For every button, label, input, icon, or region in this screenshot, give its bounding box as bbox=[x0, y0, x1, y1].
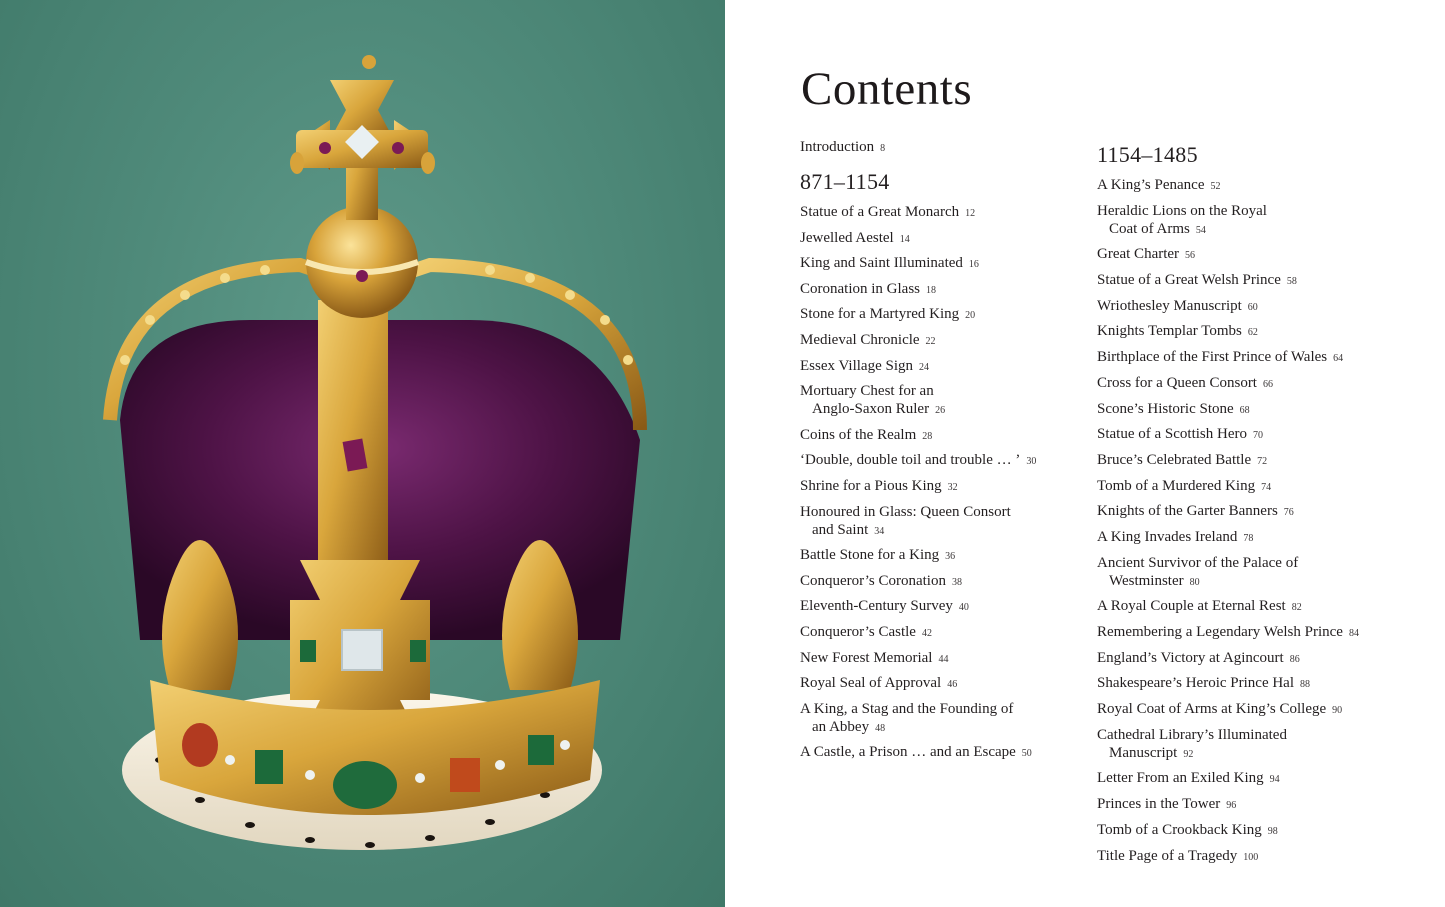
toc-entry-label: Coins of the Realm bbox=[800, 426, 917, 443]
toc-entry[interactable] bbox=[800, 572, 1070, 592]
toc-page-number: 18 bbox=[926, 284, 936, 296]
toc-entry[interactable] bbox=[800, 280, 1070, 300]
toc-page-number: 16 bbox=[968, 259, 979, 271]
toc-entry-label: Stone for a Martyred King bbox=[800, 306, 960, 323]
toc-entry-label: Great Charter bbox=[1097, 246, 1180, 263]
toc-entry-label: Westminster 80 bbox=[1109, 572, 1200, 589]
toc-entry-label: Tomb of a Crookback King bbox=[1097, 821, 1262, 838]
toc-entry-label: ‘Double, double toil and trouble … ’ bbox=[800, 452, 1021, 469]
toc-page-number: 30 bbox=[1026, 456, 1037, 468]
toc-entry-label: New Forest Memorial bbox=[800, 649, 933, 666]
toc-entry[interactable] bbox=[800, 254, 1070, 274]
toc-entry-label: England’s Victory at Agincourt bbox=[1097, 649, 1284, 666]
toc-entry-label: Coronation in Glass bbox=[800, 280, 920, 297]
toc-entry-label: Cross for a Queen Consort bbox=[1097, 374, 1257, 391]
toc-entry-label: Birthplace of the First Prince of Wales bbox=[1097, 349, 1328, 366]
toc-page-number: 8 bbox=[880, 143, 886, 154]
toc-page-number: 22 bbox=[925, 335, 936, 347]
toc-entry-label: Royal Coat of Arms at King’s College bbox=[1097, 701, 1327, 718]
toc-page-number: 66 bbox=[1262, 378, 1273, 390]
toc-entry[interactable] bbox=[1097, 477, 1397, 497]
toc-entry-label: Anglo-Saxon Ruler 26 bbox=[812, 401, 946, 418]
toc-entry[interactable] bbox=[1097, 528, 1397, 548]
toc-entry[interactable] bbox=[800, 503, 1070, 541]
toc-entry-label: A King’s Penance bbox=[1097, 177, 1205, 193]
toc-entry-label: Knights of the Garter Banners bbox=[1097, 503, 1278, 520]
toc-page-number: 96 bbox=[1226, 800, 1237, 812]
toc-entry-label: Honoured in Glass: Queen Consort bbox=[800, 503, 1011, 520]
toc-page-number: 74 bbox=[1261, 481, 1272, 493]
toc-page-number: 88 bbox=[1300, 679, 1311, 691]
toc-entry[interactable] bbox=[1097, 245, 1397, 265]
toc-entry-label: Remembering a Legendary Welsh Prince bbox=[1097, 624, 1343, 640]
toc-page-number: 12 bbox=[965, 208, 976, 219]
contents-column-1 bbox=[800, 137, 1070, 769]
toc-entry[interactable] bbox=[800, 477, 1070, 497]
toc-entry-label: Essex Village Sign bbox=[800, 357, 913, 374]
toc-entry[interactable] bbox=[800, 743, 1070, 763]
toc-page-number: 80 bbox=[1189, 576, 1200, 588]
toc-entry[interactable] bbox=[1097, 348, 1397, 368]
toc-page-number: 58 bbox=[1286, 276, 1297, 288]
toc-entry-label: Conqueror’s Castle bbox=[800, 623, 916, 640]
toc-entry[interactable] bbox=[1097, 554, 1397, 592]
toc-page-number: 70 bbox=[1252, 430, 1263, 442]
toc-entry[interactable] bbox=[1097, 502, 1397, 522]
toc-entry-label: A Royal Couple at Eternal Rest bbox=[1097, 598, 1286, 615]
toc-entry[interactable] bbox=[800, 229, 1070, 249]
toc-page-number: 44 bbox=[938, 653, 949, 665]
toc-entry-label: A King Invades Ireland bbox=[1097, 528, 1238, 545]
toc-entry-label: Letter From an Exiled King bbox=[1097, 770, 1264, 787]
toc-entry-label: Ancient Survivor of the Palace of bbox=[1097, 554, 1299, 571]
toc-page-number: 50 bbox=[1021, 748, 1032, 760]
toc-entry[interactable] bbox=[800, 700, 1070, 738]
toc-entry[interactable] bbox=[1097, 726, 1397, 764]
toc-entry[interactable] bbox=[800, 546, 1070, 566]
contents-page bbox=[725, 0, 1445, 907]
toc-page-number: 60 bbox=[1247, 301, 1258, 313]
toc-entry-label: Manuscript 92 bbox=[1109, 744, 1194, 761]
toc-entry-label: Statue of a Great Monarch bbox=[800, 204, 960, 220]
toc-entry-label: Heraldic Lions on the Royal bbox=[1097, 202, 1267, 219]
toc-entry-label: Shakespeare’s Heroic Prince Hal bbox=[1097, 675, 1295, 692]
toc-entry-label: Cathedral Library’s Illuminated bbox=[1097, 726, 1287, 743]
toc-entry[interactable] bbox=[800, 649, 1070, 669]
toc-entry[interactable] bbox=[1097, 674, 1397, 694]
toc-entry[interactable] bbox=[800, 674, 1070, 694]
toc-entry-label: Tomb of a Murdered King bbox=[1097, 477, 1256, 494]
toc-page-number: 38 bbox=[951, 576, 962, 588]
toc-entry-label: Eleventh-Century Survey bbox=[800, 598, 953, 615]
toc-entry[interactable] bbox=[1097, 597, 1397, 617]
toc-page-number: 32 bbox=[947, 481, 958, 493]
toc-entry[interactable] bbox=[1097, 322, 1397, 342]
toc-entry[interactable] bbox=[800, 305, 1070, 325]
toc-page-number: 64 bbox=[1333, 353, 1344, 365]
toc-entry-label: A King, a Stag and the Founding of bbox=[800, 700, 1014, 717]
toc-page-number: 20 bbox=[965, 310, 976, 322]
toc-page-number: 62 bbox=[1247, 327, 1258, 339]
toc-entry-label: Mortuary Chest for an bbox=[800, 383, 934, 400]
toc-entry[interactable] bbox=[1097, 700, 1397, 720]
toc-page-number: 56 bbox=[1185, 250, 1196, 262]
toc-page-number: 36 bbox=[945, 551, 956, 563]
toc-entry-label: Shrine for a Pious King bbox=[800, 477, 942, 494]
toc-page-number: 42 bbox=[921, 627, 932, 639]
toc-entry-label: Bruce’s Celebrated Battle bbox=[1097, 451, 1252, 468]
toc-entry-label: Knights Templar Tombs bbox=[1097, 323, 1242, 340]
toc-page-number: 76 bbox=[1283, 507, 1294, 519]
section-heading: 871–1154 bbox=[800, 169, 890, 194]
toc-entry[interactable] bbox=[1097, 451, 1397, 471]
toc-entry[interactable] bbox=[800, 597, 1070, 617]
contents-column-2 bbox=[1097, 140, 1397, 872]
toc-entry-label: Scone’s Historic Stone bbox=[1097, 400, 1234, 417]
toc-page-number: 82 bbox=[1291, 602, 1302, 614]
toc-page-number: 26 bbox=[935, 405, 946, 417]
toc-entry-label: Introduction bbox=[800, 139, 875, 155]
toc-entry[interactable] bbox=[1097, 271, 1397, 291]
toc-page-number: 14 bbox=[899, 233, 910, 245]
toc-page-number: 72 bbox=[1257, 455, 1268, 467]
toc-entry-label: Title Page of a Tragedy bbox=[1097, 847, 1238, 864]
toc-entry[interactable] bbox=[800, 623, 1070, 643]
toc-page-number: 28 bbox=[922, 430, 933, 442]
toc-entry-label: Conqueror’s Coronation bbox=[800, 572, 946, 589]
toc-entry[interactable] bbox=[1097, 821, 1397, 841]
toc-entry-label: Battle Stone for a King bbox=[800, 547, 940, 564]
page-title: Contents bbox=[801, 63, 973, 115]
toc-page-number: 84 bbox=[1348, 628, 1359, 639]
toc-entry[interactable] bbox=[1097, 374, 1397, 394]
toc-entry-label: Princes in the Tower bbox=[1097, 796, 1221, 813]
toc-list bbox=[1097, 176, 1397, 867]
toc-entry-label: Medieval Chronicle bbox=[800, 331, 920, 348]
toc-entry[interactable] bbox=[1097, 795, 1397, 815]
toc-entry-label: an Abbey 48 bbox=[812, 718, 886, 735]
toc-page-number: 78 bbox=[1243, 532, 1254, 544]
toc-entry[interactable] bbox=[1097, 202, 1397, 240]
toc-page-number: 86 bbox=[1289, 653, 1300, 665]
toc-page-number: 34 bbox=[874, 525, 885, 537]
toc-entry[interactable] bbox=[1097, 176, 1397, 196]
toc-entry[interactable] bbox=[1097, 297, 1397, 317]
toc-page-number: 54 bbox=[1195, 224, 1206, 236]
toc-entry-label: Royal Seal of Approval bbox=[800, 675, 942, 692]
toc-page-number: 48 bbox=[875, 722, 886, 734]
toc-entry-label: A Castle, a Prison … and an Escape bbox=[800, 744, 1016, 761]
toc-entry-label: Jewelled Aestel bbox=[800, 229, 894, 246]
toc-entry[interactable] bbox=[1097, 847, 1397, 867]
toc-page-number: 90 bbox=[1332, 705, 1343, 717]
toc-page-number: 68 bbox=[1239, 404, 1250, 416]
toc-page-number: 40 bbox=[958, 602, 969, 614]
toc-entry-label: Statue of a Scottish Hero bbox=[1097, 426, 1247, 443]
section-heading: 1154–1485 bbox=[1097, 142, 1198, 167]
toc-entry-label: King and Saint Illuminated bbox=[800, 255, 963, 272]
toc-page-number: 24 bbox=[918, 361, 929, 373]
toc-page-number: 92 bbox=[1183, 748, 1194, 760]
toc-page-number: 52 bbox=[1210, 181, 1221, 192]
toc-page-number: 100 bbox=[1243, 851, 1259, 863]
toc-entry[interactable] bbox=[800, 451, 1070, 471]
toc-page-number: 94 bbox=[1269, 774, 1280, 786]
toc-entry[interactable] bbox=[1097, 623, 1397, 643]
toc-entry[interactable] bbox=[800, 382, 1070, 420]
toc-entry[interactable] bbox=[1097, 425, 1397, 445]
toc-entry[interactable] bbox=[800, 331, 1070, 351]
toc-entry-introduction[interactable] bbox=[800, 137, 1070, 159]
toc-entry[interactable] bbox=[800, 203, 1070, 223]
toc-entry[interactable] bbox=[1097, 649, 1397, 669]
toc-entry-label: Statue of a Great Welsh Prince bbox=[1097, 272, 1281, 289]
toc-page-number: 98 bbox=[1267, 825, 1278, 837]
toc-entry-label: and Saint 34 bbox=[812, 521, 885, 538]
toc-entry[interactable] bbox=[800, 426, 1070, 446]
toc-list bbox=[800, 203, 1070, 763]
toc-page-number: 46 bbox=[947, 679, 958, 691]
toc-entry-label: Wriothesley Manuscript bbox=[1097, 297, 1242, 314]
toc-entry[interactable] bbox=[800, 357, 1070, 377]
toc-entry[interactable] bbox=[1097, 769, 1397, 789]
toc-entry[interactable] bbox=[1097, 400, 1397, 420]
toc-entry-label: Coat of Arms 54 bbox=[1109, 220, 1206, 237]
